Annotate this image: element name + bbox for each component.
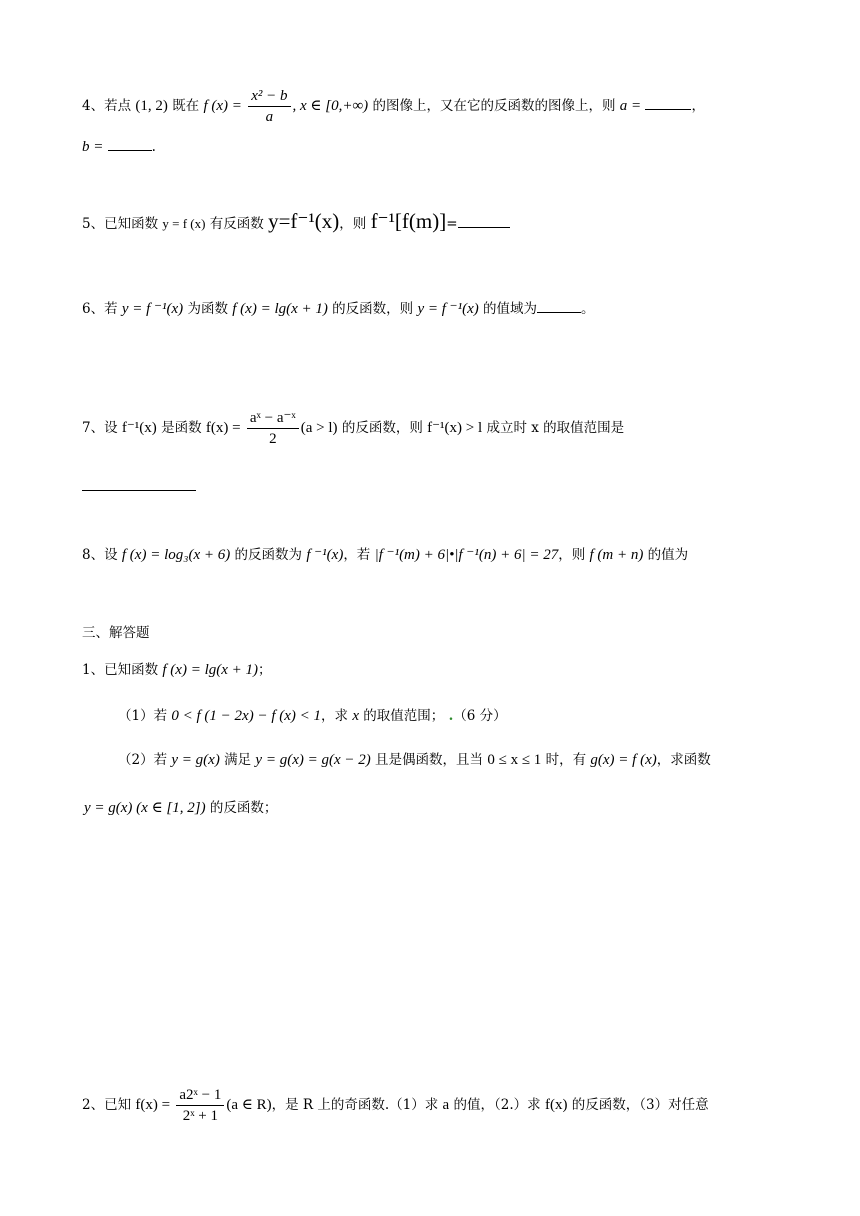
q7-fraction-numerator: aˣ − a⁻ˣ (247, 408, 299, 429)
q8-text-2: 的反函数为 (234, 547, 303, 563)
q6-inverse-2: y = f ⁻¹(x) (417, 301, 479, 317)
q4-fraction-denominator: a (265, 109, 274, 125)
p1-part1-text-b: ，求 (321, 708, 349, 724)
question-8 (82, 545, 688, 565)
q5-text-1: 5、已知函数 (82, 216, 159, 232)
p1-part2-equation: g(x) = f (x) (590, 752, 657, 768)
p1-part2-text-e: ，求函数 (656, 752, 711, 768)
question-4-line-2 (82, 136, 156, 157)
p1-part1-x: x (352, 708, 359, 724)
p1-part2-condition: y = g(x) = g(x − 2) (255, 752, 371, 768)
question-4 (82, 86, 705, 127)
p2-text-4: 的反函数，（3）对任意 (571, 1097, 709, 1113)
p2-function: f(x) = (135, 1097, 171, 1113)
p1-part1-text-c: 的取值范围； (363, 708, 445, 724)
q4-text-2: 的图像上，又在它的反函数的图像上，则 (372, 98, 616, 114)
q6-text-4: 的值域为 (483, 301, 538, 317)
q8-function: f (x) = log₃(x + 6) (121, 547, 231, 563)
p2-a: a (442, 1097, 450, 1113)
q8-text-4: ，则 (558, 547, 586, 563)
q7-text-1: 7、设 (82, 420, 118, 436)
q7-text-4: 成立时 x 的取值范围是 (486, 420, 625, 436)
q5-expression: f⁻¹[f(m)] (370, 209, 447, 233)
problem-1 (82, 660, 272, 680)
q7-fraction (247, 408, 299, 449)
q8-text-5: 的值为 (647, 547, 689, 563)
q7-fraction-denominator: 2 (269, 431, 277, 447)
q8-text-1: 8、设 (82, 547, 118, 563)
p1-part2-text-d: 时，有 (545, 752, 587, 768)
q7-function: f(x) = (205, 420, 241, 436)
section-3-title: 三、解答题 (82, 625, 150, 641)
q7-text-3: 的反函数，则 (341, 420, 423, 436)
question-6 (82, 298, 595, 319)
problem-1-part-2 (118, 750, 711, 770)
q5-function: y = f (x) (162, 216, 206, 231)
problem-1-part-1 (118, 706, 507, 726)
p2-fraction-numerator: a2ˣ − 1 (176, 1085, 224, 1106)
p1-part2-range: 0 ≤ x ≤ 1 (487, 752, 542, 768)
q4-comma: ， (691, 98, 705, 114)
q4-b-blank[interactable] (108, 136, 152, 151)
q4-a-label: a = (619, 98, 642, 114)
question-7-answer-line (82, 476, 196, 497)
q6-text-1: 6、若 (82, 301, 118, 317)
q6-blank[interactable] (537, 298, 581, 313)
q8-f-m-plus-n: f (m + n) (589, 547, 644, 563)
q6-inverse: y = f ⁻¹(x) (121, 301, 184, 317)
q7-blank[interactable] (82, 476, 196, 491)
p2-text-3: 的值，（2.）求 (453, 1097, 541, 1113)
q4-fraction (248, 86, 290, 127)
p1-part1-inequality: 0 < f (1 − 2x) − f (x) < 1 (171, 708, 322, 724)
p1-part1-text-a: （1）若 (118, 708, 168, 724)
p2-condition: (a ∈ R) (226, 1097, 272, 1113)
q4-point: (1, 2) (135, 98, 168, 114)
q4-domain: , x ∈ [0,+∞) (292, 98, 369, 114)
p1-part2-g: y = g(x) (171, 752, 220, 768)
q4-text-1: 既在 (172, 98, 200, 114)
q5-text-3: ，则 (339, 216, 367, 232)
p1-part2-g-domain: y = g(x) (x ∈ [1, 2]) (84, 800, 206, 816)
p1-part2-text-c: 且是偶函数，且当 (375, 752, 484, 768)
p1-text-1: 1、已知函数 (82, 662, 159, 678)
p1-part1-dot: . (448, 708, 454, 724)
q7-inverse: f⁻¹(x) (121, 420, 157, 436)
p2-function-2: f(x) (544, 1097, 568, 1113)
p2-fraction (176, 1085, 224, 1126)
q4-a-blank[interactable] (645, 95, 691, 110)
q7-condition: (a > l) (300, 420, 338, 436)
q6-end: 。 (581, 301, 595, 317)
q5-text-2: 有反函数 (209, 216, 264, 232)
p1-part2-text-a: （2）若 (118, 752, 168, 768)
q7-inequality: f⁻¹(x) > l (427, 420, 483, 436)
q5-equals: = (446, 216, 458, 232)
q4-fraction-numerator: x² − b (248, 86, 290, 107)
p2-text-2: ，是 R 上的奇函数.（1）求 (271, 1097, 439, 1113)
p1-part2-text-f: 的反函数； (209, 800, 278, 816)
p1-part1-points: （6 分） (453, 708, 507, 724)
q7-text-2: 是函数 (161, 420, 202, 436)
q4-b-label: b = (82, 139, 104, 155)
q8-inverse: f ⁻¹(x) (306, 547, 344, 563)
p2-text-1: 2、已知 (82, 1097, 132, 1113)
section-3-heading (82, 623, 150, 643)
q5-blank[interactable] (458, 213, 510, 228)
q4-function: f (x) = (203, 98, 242, 114)
q8-text-3: ，若 (343, 547, 371, 563)
q6-text-2: 为函数 (187, 301, 228, 317)
p1-end: ； (258, 662, 272, 678)
p1-part2-text-b: 满足 (224, 752, 252, 768)
problem-2 (82, 1085, 709, 1126)
q5-inverse: y=f⁻¹(x) (268, 209, 340, 233)
question-7 (82, 408, 624, 449)
problem-1-part-2-line-2 (84, 798, 277, 818)
q4-number: 4、若点 (82, 98, 132, 114)
q8-condition: |f ⁻¹(m) + 6|•|f ⁻¹(n) + 6| = 27 (374, 547, 559, 563)
q6-text-3: 的反函数，则 (332, 301, 414, 317)
q4-end-dot: . (151, 139, 156, 155)
q6-function: f (x) = lg(x + 1) (232, 301, 328, 317)
p2-fraction-denominator: 2ˣ + 1 (182, 1108, 219, 1124)
question-5 (82, 211, 510, 234)
p1-function: f (x) = lg(x + 1) (162, 662, 259, 678)
